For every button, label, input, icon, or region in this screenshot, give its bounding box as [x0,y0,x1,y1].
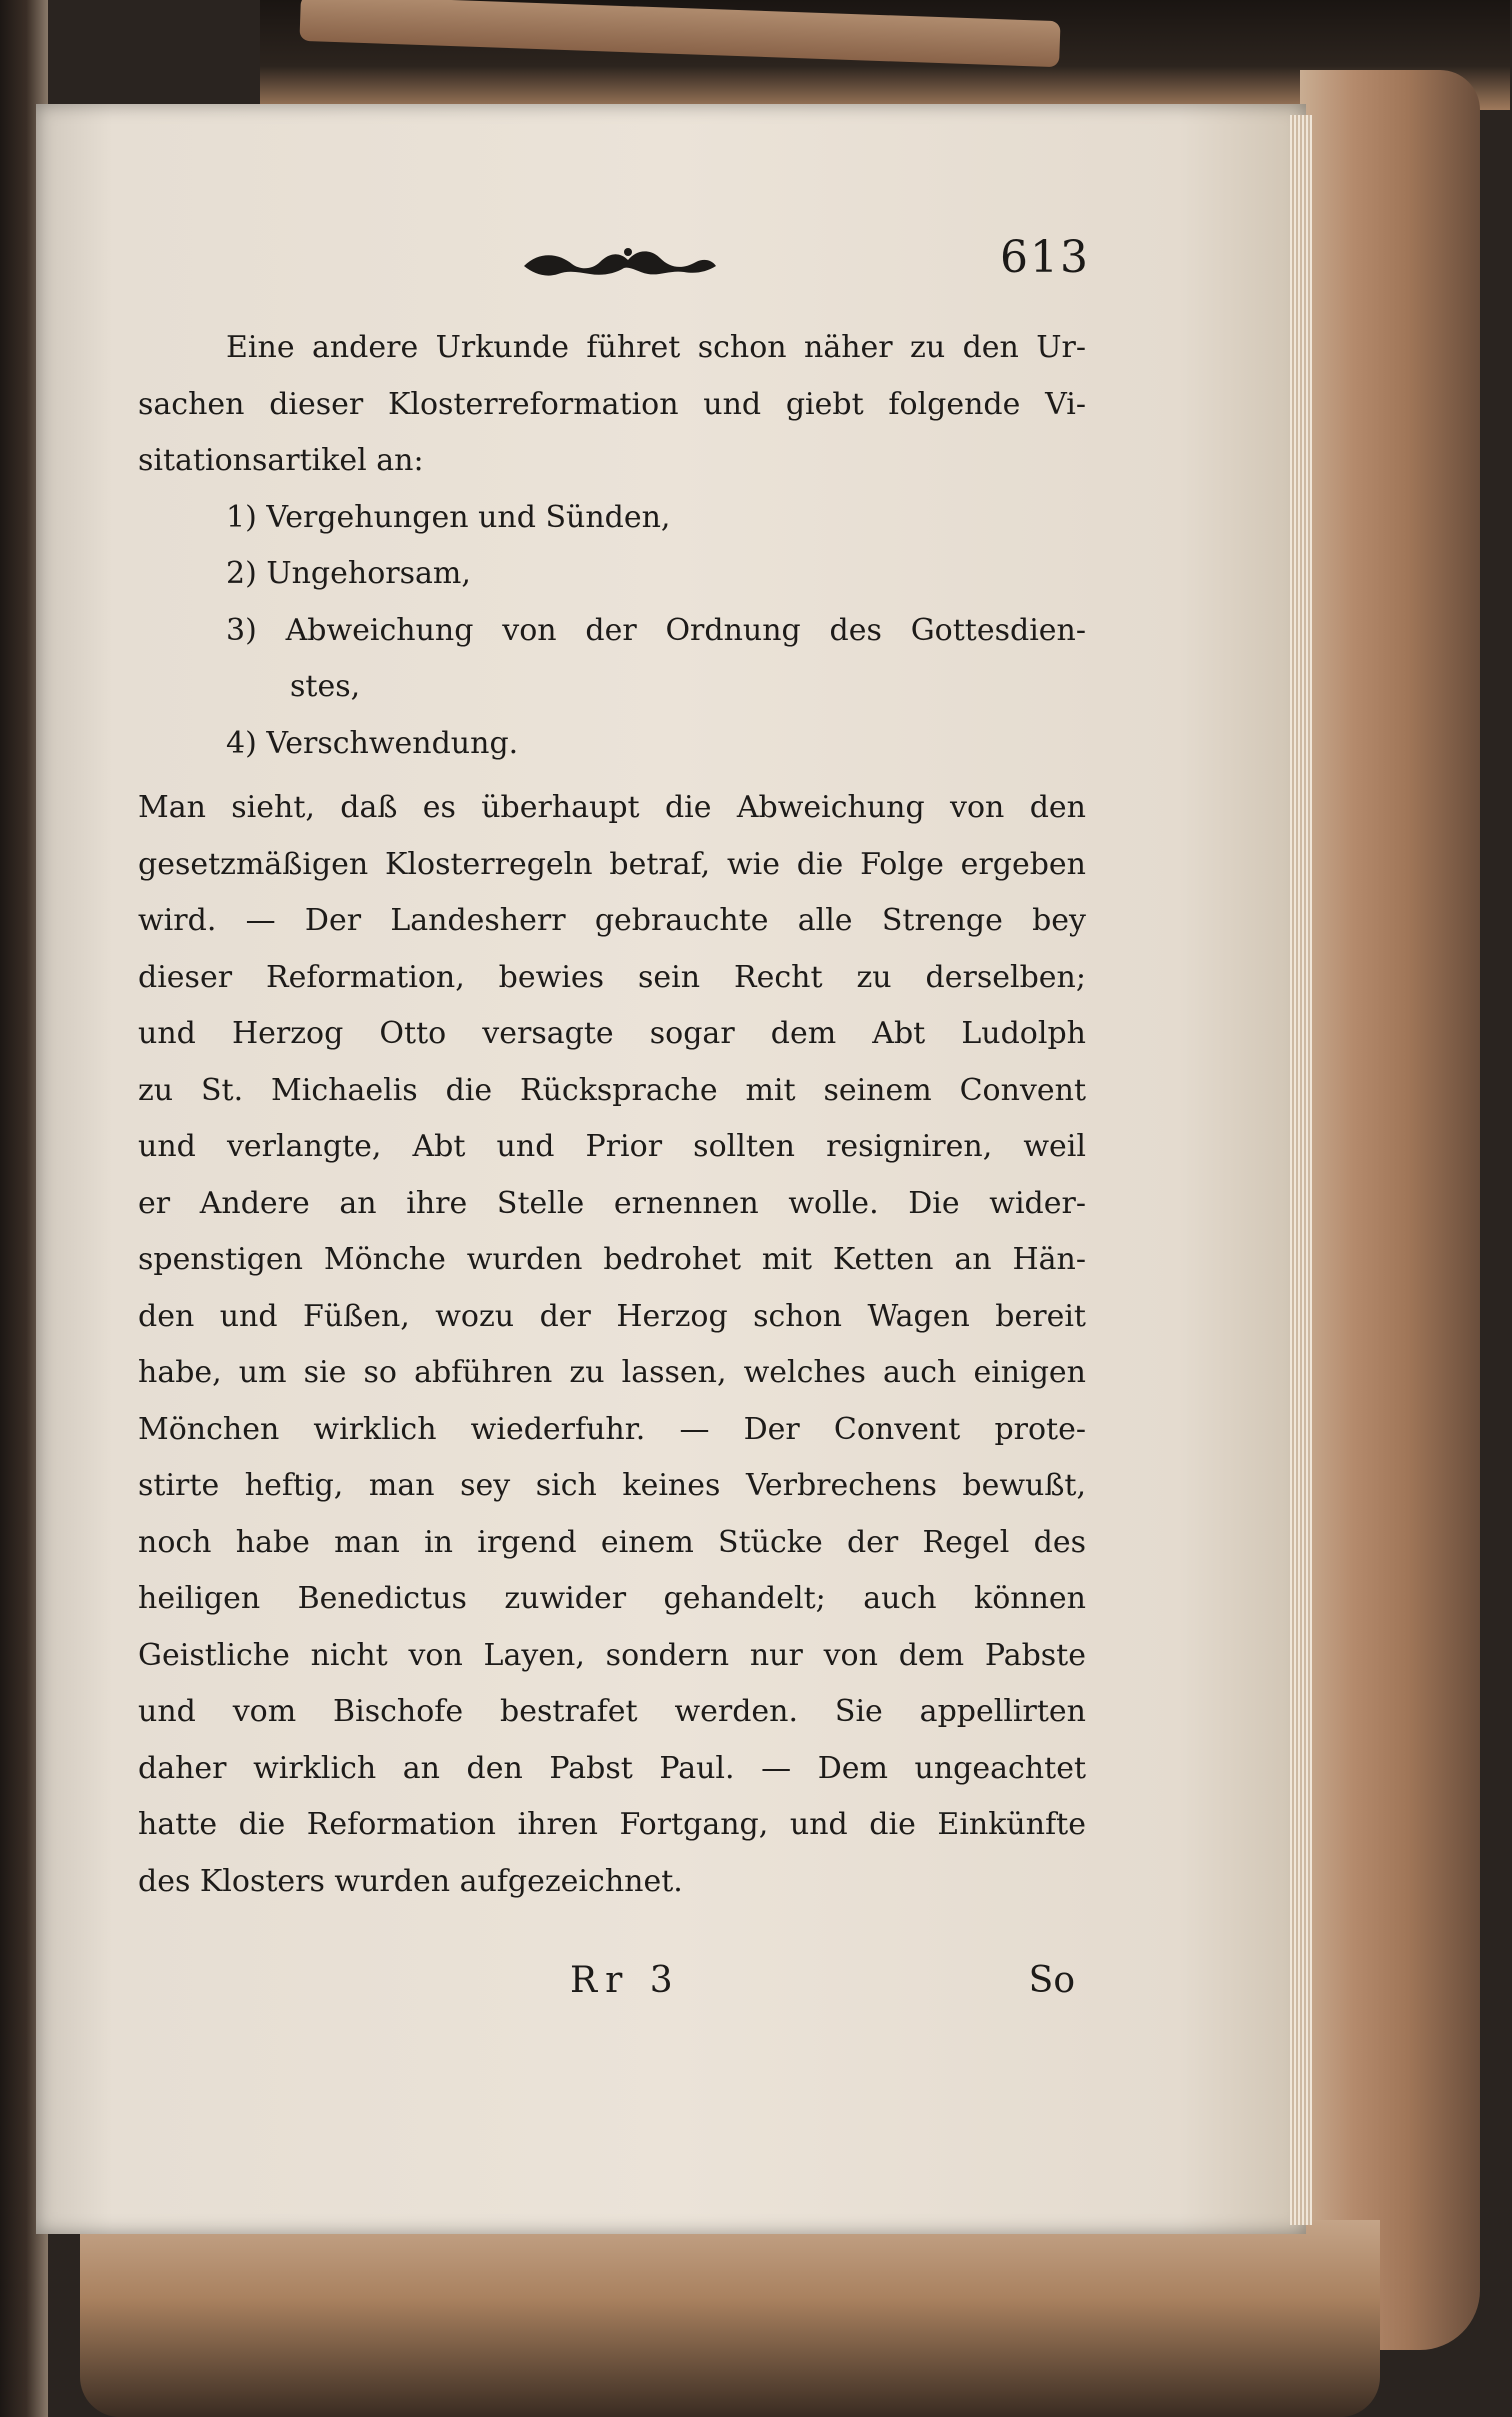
text-line: und verlangte, Abt und Prior sollten resigniren, weil [138,1129,1086,1164]
body-text [138,320,1086,1910]
list-item: 1) Vergehungen und Sünden, [226,499,671,535]
text-line: des Klosters wurden aufgezeichnet. [138,1863,683,1899]
text-line: gesetzmäßigen Klosterregeln betraf, wie die Folge ergeben [138,846,1086,882]
fleuron-ornament-icon [520,240,720,284]
list-item: 4) Verschwendung. [226,725,519,761]
text-line: wird. — Der Landesherr gebrauchte alle Strenge bey [138,903,1086,938]
text-line: sitationsartikel an: [138,443,424,478]
page-number: 613 [1000,232,1090,283]
text-line: Geistliche nicht von Layen, sondern nur von dem Pabste [138,1637,1086,1673]
signature-mark: Rr 3 [570,1960,681,2001]
page-footer [570,1960,1075,2020]
text-line: und vom Bischofe bestrafet werden. Sie appellirten [138,1694,1086,1729]
list-item: 2) Ungehorsam, [226,556,471,591]
book-cover-bottom [80,2220,1380,2417]
text-line: Eine andere Urkunde führet schon näher zu den Ur- [226,330,1086,365]
text-line: noch habe man in irgend einem Stücke der Regel des [138,1524,1086,1560]
paragraph-gap [138,772,1086,780]
text-line: er Andere an ihre Stelle ernennen wolle. Die wider- [138,1185,1086,1221]
page-stack-edge [1290,115,1312,2225]
page-header [520,232,1090,302]
text-line: habe, um sie so abführen zu lassen, welches auch einigen [138,1355,1086,1390]
book-cover-edge [1300,70,1480,2350]
text-line: und Herzog Otto versagte sogar dem Abt Ludolph [138,1016,1086,1051]
text-line: spenstigen Mönche wurden bedrohet mit Ketten an Hän- [138,1242,1086,1277]
text-line: sachen dieser Klosterreformation und giebt folgende Vi- [138,386,1086,422]
text-line: daher wirklich an den Pabst Paul. — Dem ungeachtet [138,1750,1086,1786]
text-line: heiligen Benedictus zuwider gehandelt; auch können [138,1581,1086,1616]
text-line: Man sieht, daß es überhaupt die Abweichung von den [138,790,1086,825]
text-line: den und Füßen, wozu der Herzog schon Wagen bereit [138,1298,1086,1334]
text-line: Mönchen wirklich wiederfuhr. — Der Convent prote- [138,1411,1086,1447]
text-line: stirte heftig, man sey sich keines Verbrechens bewußt, [138,1468,1086,1503]
text-line: dieser Reformation, bewies sein Recht zu derselben; [138,959,1086,995]
list-item: 3) Abweichung von der Ordnung des Gottesdien- [226,612,1086,648]
catchword: So [1028,1960,1075,2001]
list-item-continuation: stes, [290,669,361,704]
text-line: zu St. Michaelis die Rücksprache mit seinem Convent [138,1072,1086,1108]
text-line: hatte die Reformation ihren Fortgang, und die Einkünfte [138,1807,1086,1842]
